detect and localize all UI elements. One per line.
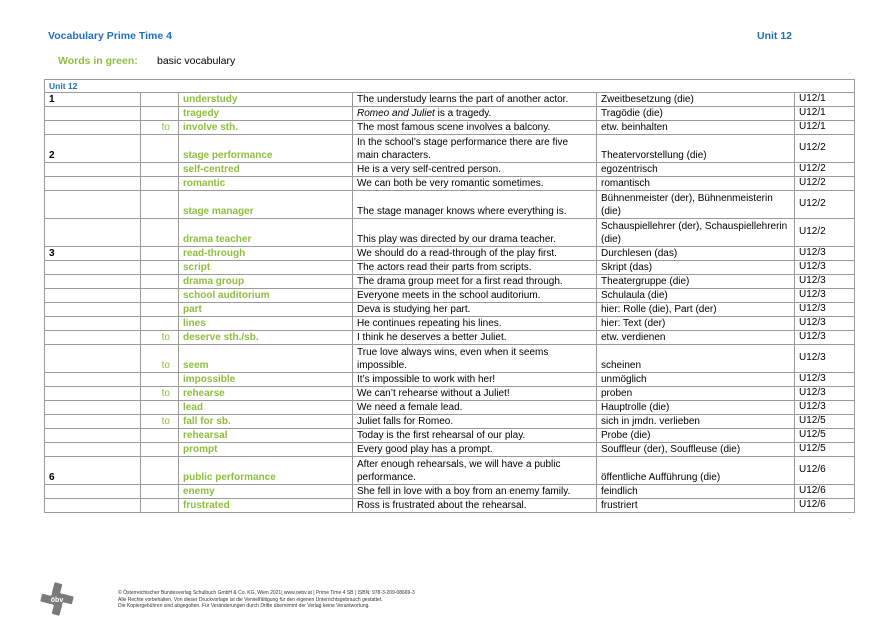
prefix-cell: to [141, 121, 179, 135]
translation-cell: feindlich [597, 485, 795, 499]
reference-code-cell: U12/3 [795, 317, 855, 331]
translation-cell: sich in jmdn. verlieben [597, 415, 795, 429]
translation-cell: frustriert [597, 499, 795, 513]
example-sentence-cell: Deva is studying her part. [353, 303, 597, 317]
prefix-cell [141, 93, 179, 107]
vocab-word-cell: understudy [179, 93, 353, 107]
section-number-cell [45, 163, 141, 177]
vocab-word-cell: impossible [179, 373, 353, 387]
vocab-word-cell: script [179, 261, 353, 275]
translation-cell: romantisch [597, 177, 795, 191]
example-sentence-cell: The drama group meet for a first read through. [353, 275, 597, 289]
table-row [45, 345, 855, 373]
translation-cell: unmöglich [597, 373, 795, 387]
prefix-cell [141, 429, 179, 443]
translation-cell: Skript (das) [597, 261, 795, 275]
example-sentence-cell: Ross is frustrated about the rehearsal. [353, 499, 597, 513]
example-sentence-cell: It’s impossible to work with her! [353, 373, 597, 387]
translation-cell: Probe (die) [597, 429, 795, 443]
copyright-footer [118, 590, 415, 610]
table-row [45, 121, 855, 135]
example-sentence-cell: The actors read their parts from scripts. [353, 261, 597, 275]
reference-code-cell: U12/3 [795, 289, 855, 303]
section-number-cell [45, 401, 141, 415]
vocab-word-cell: rehearse [179, 387, 353, 401]
prefix-cell [141, 457, 179, 485]
prefix-cell: to [141, 331, 179, 345]
vocab-word-cell: part [179, 303, 353, 317]
reference-code-cell: U12/6 [795, 485, 855, 499]
prefix-cell [141, 499, 179, 513]
reference-code-cell: U12/1 [795, 93, 855, 107]
table-row [45, 93, 855, 107]
translation-cell: Hauptrolle (die) [597, 401, 795, 415]
translation-cell: Tragödie (die) [597, 107, 795, 121]
example-sentence-cell: Everyone meets in the school auditorium. [353, 289, 597, 303]
table-row [45, 261, 855, 275]
reference-code-cell: U12/5 [795, 429, 855, 443]
prefix-cell [141, 275, 179, 289]
table-row [45, 317, 855, 331]
publisher-logo [40, 582, 74, 616]
section-number-cell [45, 499, 141, 513]
reference-code-cell: U12/1 [795, 121, 855, 135]
vocabulary-table [44, 79, 855, 513]
section-number-cell [45, 345, 141, 373]
prefix-cell [141, 303, 179, 317]
vocab-word-cell: frustrated [179, 499, 353, 513]
section-number-cell [45, 177, 141, 191]
vocab-word-cell: drama teacher [179, 219, 353, 247]
translation-cell: Zweitbesetzung (die) [597, 93, 795, 107]
translation-cell: egozentrisch [597, 163, 795, 177]
vocab-word-cell: rehearsal [179, 429, 353, 443]
example-sentence-cell: Romeo and Juliet is a tragedy. [353, 107, 597, 121]
prefix-cell [141, 163, 179, 177]
legend-value: basic vocabulary [157, 55, 236, 67]
table-row [45, 163, 855, 177]
vocab-word-cell: romantic [179, 177, 353, 191]
reference-code-cell: U12/1 [795, 107, 855, 121]
prefix-cell [141, 219, 179, 247]
table-row [45, 289, 855, 303]
translation-cell: öffentliche Aufführung (die) [597, 457, 795, 485]
reference-code-cell: U12/3 [795, 331, 855, 345]
vocab-word-cell: seem [179, 345, 353, 373]
reference-code-cell: U12/5 [795, 443, 855, 457]
section-number-cell: 1 [45, 93, 141, 107]
reference-code-cell: U12/3 [795, 387, 855, 401]
legend-key: Words in green: [58, 55, 138, 67]
section-number-cell [45, 331, 141, 345]
vocab-word-cell: read-through [179, 247, 353, 261]
example-sentence-cell: True love always wins, even when it seems impossible. [353, 345, 597, 373]
section-number-cell [45, 317, 141, 331]
example-sentence-cell: He is a very self-centred person. [353, 163, 597, 177]
reference-code-cell: U12/2 [795, 219, 855, 247]
example-sentence-cell: She fell in love with a boy from an enemy family. [353, 485, 597, 499]
example-sentence-cell: The stage manager knows where everything is. [353, 191, 597, 219]
footer-line: Die Kopiergebühren sind abgegolten. Für Veränderungen durch Dritte übernimmt der Verlag keine Verantwortung. [118, 603, 370, 610]
prefix-cell [141, 107, 179, 121]
reference-code-cell: U12/3 [795, 303, 855, 317]
prefix-cell [141, 317, 179, 331]
table-row [45, 499, 855, 513]
table-row [45, 177, 855, 191]
table-row [45, 373, 855, 387]
example-sentence-cell: The most famous scene involves a balcony. [353, 121, 597, 135]
vocab-word-cell: public performance [179, 457, 353, 485]
translation-cell: etw. beinhalten [597, 121, 795, 135]
example-sentence-cell: We can’t rehearse without a Juliet! [353, 387, 597, 401]
table-row [45, 191, 855, 219]
table-row [45, 275, 855, 289]
vocab-word-cell: stage manager [179, 191, 353, 219]
translation-cell: Schulaula (die) [597, 289, 795, 303]
table-row [45, 219, 855, 247]
prefix-cell: to [141, 387, 179, 401]
footer-line: © Österreichischer Bundesverlag Schulbuch GmbH & Co. KG, Wien 2021| www.oebv.at | Prime Time 4 SB | ISBN: 978-3-209-08669-3 [118, 590, 415, 596]
section-number-cell [45, 261, 141, 275]
reference-code-cell: U12/3 [795, 275, 855, 289]
vocab-word-cell: enemy [179, 485, 353, 499]
reference-code-cell: U12/3 [795, 261, 855, 275]
table-row [45, 443, 855, 457]
reference-code-cell: U12/3 [795, 373, 855, 387]
prefix-cell: to [141, 415, 179, 429]
translation-cell: Schauspiellehrer (der), Schauspiellehrerin (die) [597, 219, 795, 247]
table-row [45, 485, 855, 499]
prefix-cell [141, 373, 179, 387]
translation-cell: etw. verdienen [597, 331, 795, 345]
vocab-word-cell: self-centred [179, 163, 353, 177]
section-number-cell [45, 373, 141, 387]
section-number-cell [45, 275, 141, 289]
logo-text: öbv [50, 597, 64, 604]
section-number-cell [45, 191, 141, 219]
prefix-cell [141, 177, 179, 191]
vocab-word-cell: lead [179, 401, 353, 415]
section-number-cell: 3 [45, 247, 141, 261]
table-row [45, 401, 855, 415]
translation-cell: Bühnenmeister (der), Bühnenmeisterin (die) [597, 191, 795, 219]
example-sentence-cell: In the school’s stage performance there are five main characters. [353, 135, 597, 163]
table-row [45, 107, 855, 121]
translation-cell: Theatervorstellung (die) [597, 135, 795, 163]
section-number-cell [45, 429, 141, 443]
translation-cell: hier: Text (der) [597, 317, 795, 331]
table-row [45, 135, 855, 163]
prefix-cell [141, 191, 179, 219]
vocab-word-cell: drama group [179, 275, 353, 289]
section-number-cell [45, 485, 141, 499]
prefix-cell: to [141, 345, 179, 373]
section-number-cell [45, 443, 141, 457]
vocab-word-cell: tragedy [179, 107, 353, 121]
reference-code-cell: U12/3 [795, 247, 855, 261]
section-number-cell [45, 387, 141, 401]
example-sentence-cell: This play was directed by our drama teacher. [353, 219, 597, 247]
unit-label: Unit 12 [757, 30, 793, 42]
reference-code-cell: U12/2 [795, 177, 855, 191]
translation-cell: Souffleur (der), Souffleuse (die) [597, 443, 795, 457]
section-number-cell [45, 303, 141, 317]
example-sentence-cell: After enough rehearsals, we will have a public performance. [353, 457, 597, 485]
table-row [45, 457, 855, 485]
prefix-cell [141, 261, 179, 275]
table-row [45, 415, 855, 429]
example-sentence-cell: I think he deserves a better Juliet. [353, 331, 597, 345]
table-row [45, 247, 855, 261]
example-sentence-cell: Today is the first rehearsal of our play. [353, 429, 597, 443]
section-number-cell: 6 [45, 457, 141, 485]
reference-code-cell: U12/2 [795, 191, 855, 219]
section-number-cell: 2 [45, 135, 141, 163]
vocab-word-cell: lines [179, 317, 353, 331]
prefix-cell [141, 135, 179, 163]
vocab-word-cell: deserve sth./sb. [179, 331, 353, 345]
translation-cell: hier: Rolle (die), Part (der) [597, 303, 795, 317]
translation-cell: scheinen [597, 345, 795, 373]
reference-code-cell: U12/5 [795, 415, 855, 429]
translation-cell: Durchlesen (das) [597, 247, 795, 261]
prefix-cell [141, 247, 179, 261]
prefix-cell [141, 401, 179, 415]
section-label: Unit 12 [45, 80, 855, 93]
prefix-cell [141, 485, 179, 499]
table-row [45, 387, 855, 401]
example-sentence-cell: We need a female lead. [353, 401, 597, 415]
example-sentence-cell: We can both be very romantic sometimes. [353, 177, 597, 191]
example-sentence-cell: Every good play has a prompt. [353, 443, 597, 457]
section-number-cell [45, 107, 141, 121]
section-header-row [45, 80, 855, 93]
vocab-word-cell: stage performance [179, 135, 353, 163]
example-sentence-cell: Juliet falls for Romeo. [353, 415, 597, 429]
prefix-cell [141, 443, 179, 457]
table-row [45, 303, 855, 317]
vocab-word-cell: prompt [179, 443, 353, 457]
vocab-word-cell: school auditorium [179, 289, 353, 303]
footer-line: Alle Rechte vorbehalten. Von dieser Druckvorlage ist die Vervielfältigung für den eigenen Unterrichtsgebrauch gestattet. [118, 596, 383, 603]
translation-cell: Theatergruppe (die) [597, 275, 795, 289]
reference-code-cell: U12/2 [795, 163, 855, 177]
table-row [45, 429, 855, 443]
section-number-cell [45, 289, 141, 303]
reference-code-cell: U12/6 [795, 499, 855, 513]
reference-code-cell: U12/3 [795, 345, 855, 373]
example-sentence-cell: We should do a read-through of the play first. [353, 247, 597, 261]
section-number-cell [45, 121, 141, 135]
section-number-cell [45, 415, 141, 429]
vocab-word-cell: fall for sb. [179, 415, 353, 429]
translation-cell: proben [597, 387, 795, 401]
vocab-word-cell: involve sth. [179, 121, 353, 135]
document-title: Vocabulary Prime Time 4 [48, 30, 172, 42]
reference-code-cell: U12/2 [795, 135, 855, 163]
reference-code-cell: U12/6 [795, 457, 855, 485]
example-sentence-cell: He continues repeating his lines. [353, 317, 597, 331]
table-row [45, 331, 855, 345]
prefix-cell [141, 289, 179, 303]
example-sentence-cell: The understudy learns the part of another actor. [353, 93, 597, 107]
section-number-cell [45, 219, 141, 247]
reference-code-cell: U12/3 [795, 401, 855, 415]
